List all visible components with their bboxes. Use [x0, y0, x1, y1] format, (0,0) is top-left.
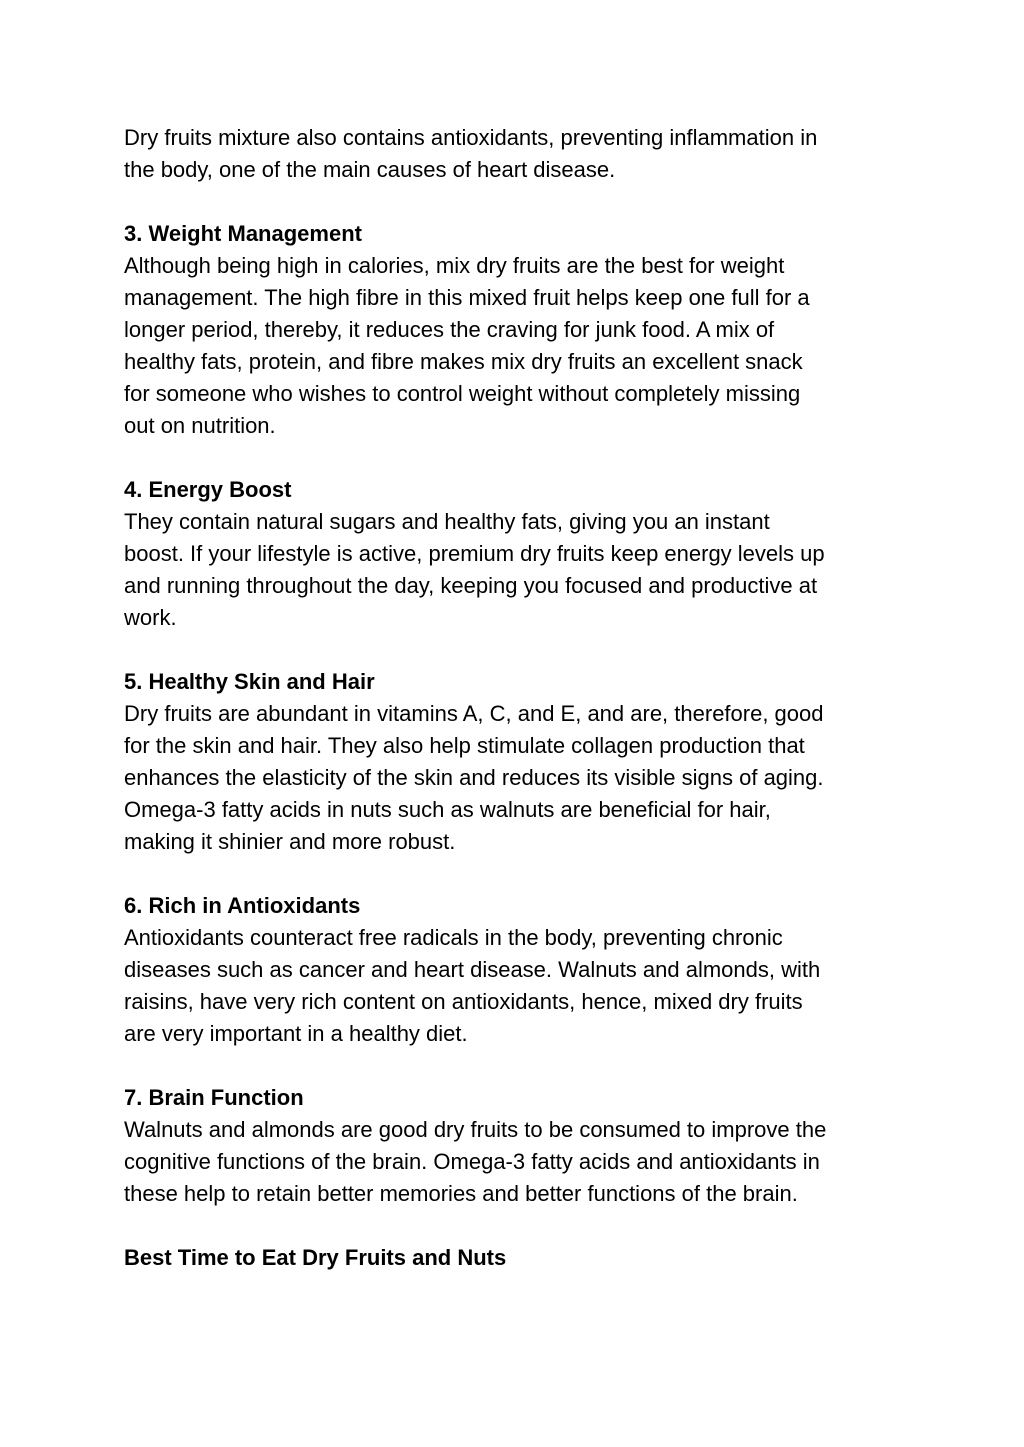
section-heading: 5. Healthy Skin and Hair [124, 669, 375, 694]
section-body: Walnuts and almonds are good dry fruits to be consumed to improve the cognitive functions of the brain. Omega-3 fatty acids and antioxidants in these help to retain better memories and better functions of the brain. [124, 1117, 827, 1206]
section-heading: 4. Energy Boost [124, 477, 292, 502]
section-body: Dry fruits are abundant in vitamins A, C, and E, and are, therefore, good for the skin and hair. They also help stimulate collagen production that enhances the elasticity of the skin and reduces its visible signs of aging. Omega-3 fatty acids in nuts such as walnuts are beneficial for hair, making it shinier and more robust. [124, 701, 824, 854]
document-content [124, 122, 914, 1274]
section-body: Antioxidants counteract free radicals in the body, preventing chronic diseases such as cancer and heart disease. Walnuts and almonds, with raisins, have very rich content on antioxidants, hence, mixed dry fruits are very important in a healthy diet. [124, 925, 821, 1046]
section-energy-boost [124, 474, 914, 634]
section-heading: 6. Rich in Antioxidants [124, 893, 361, 918]
section-healthy-skin-hair [124, 666, 914, 858]
section-heading: 3. Weight Management [124, 221, 362, 246]
section-weight-management [124, 218, 914, 442]
section-brain-function [124, 1082, 914, 1210]
section-rich-in-antioxidants [124, 890, 914, 1050]
section-body: They contain natural sugars and healthy fats, giving you an instant boost. If your lifestyle is active, premium dry fruits keep energy levels up and running throughout the day, keeping you focused and productive at work. [124, 509, 825, 630]
intro-paragraph: Dry fruits mixture also contains antioxidants, preventing inflammation in the body, one of the main causes of heart disease. [124, 125, 818, 182]
section-best-time [124, 1242, 914, 1274]
final-heading: Best Time to Eat Dry Fruits and Nuts [124, 1245, 507, 1270]
section-heading: 7. Brain Function [124, 1085, 304, 1110]
section-body: Although being high in calories, mix dry fruits are the best for weight management. The high fibre in this mixed fruit helps keep one full for a longer period, thereby, it reduces the craving for junk food. A mix of healthy fats, protein, and fibre makes mix dry fruits an excellent snack for someone who wishes to control weight without completely missing out on nutrition. [124, 253, 810, 438]
